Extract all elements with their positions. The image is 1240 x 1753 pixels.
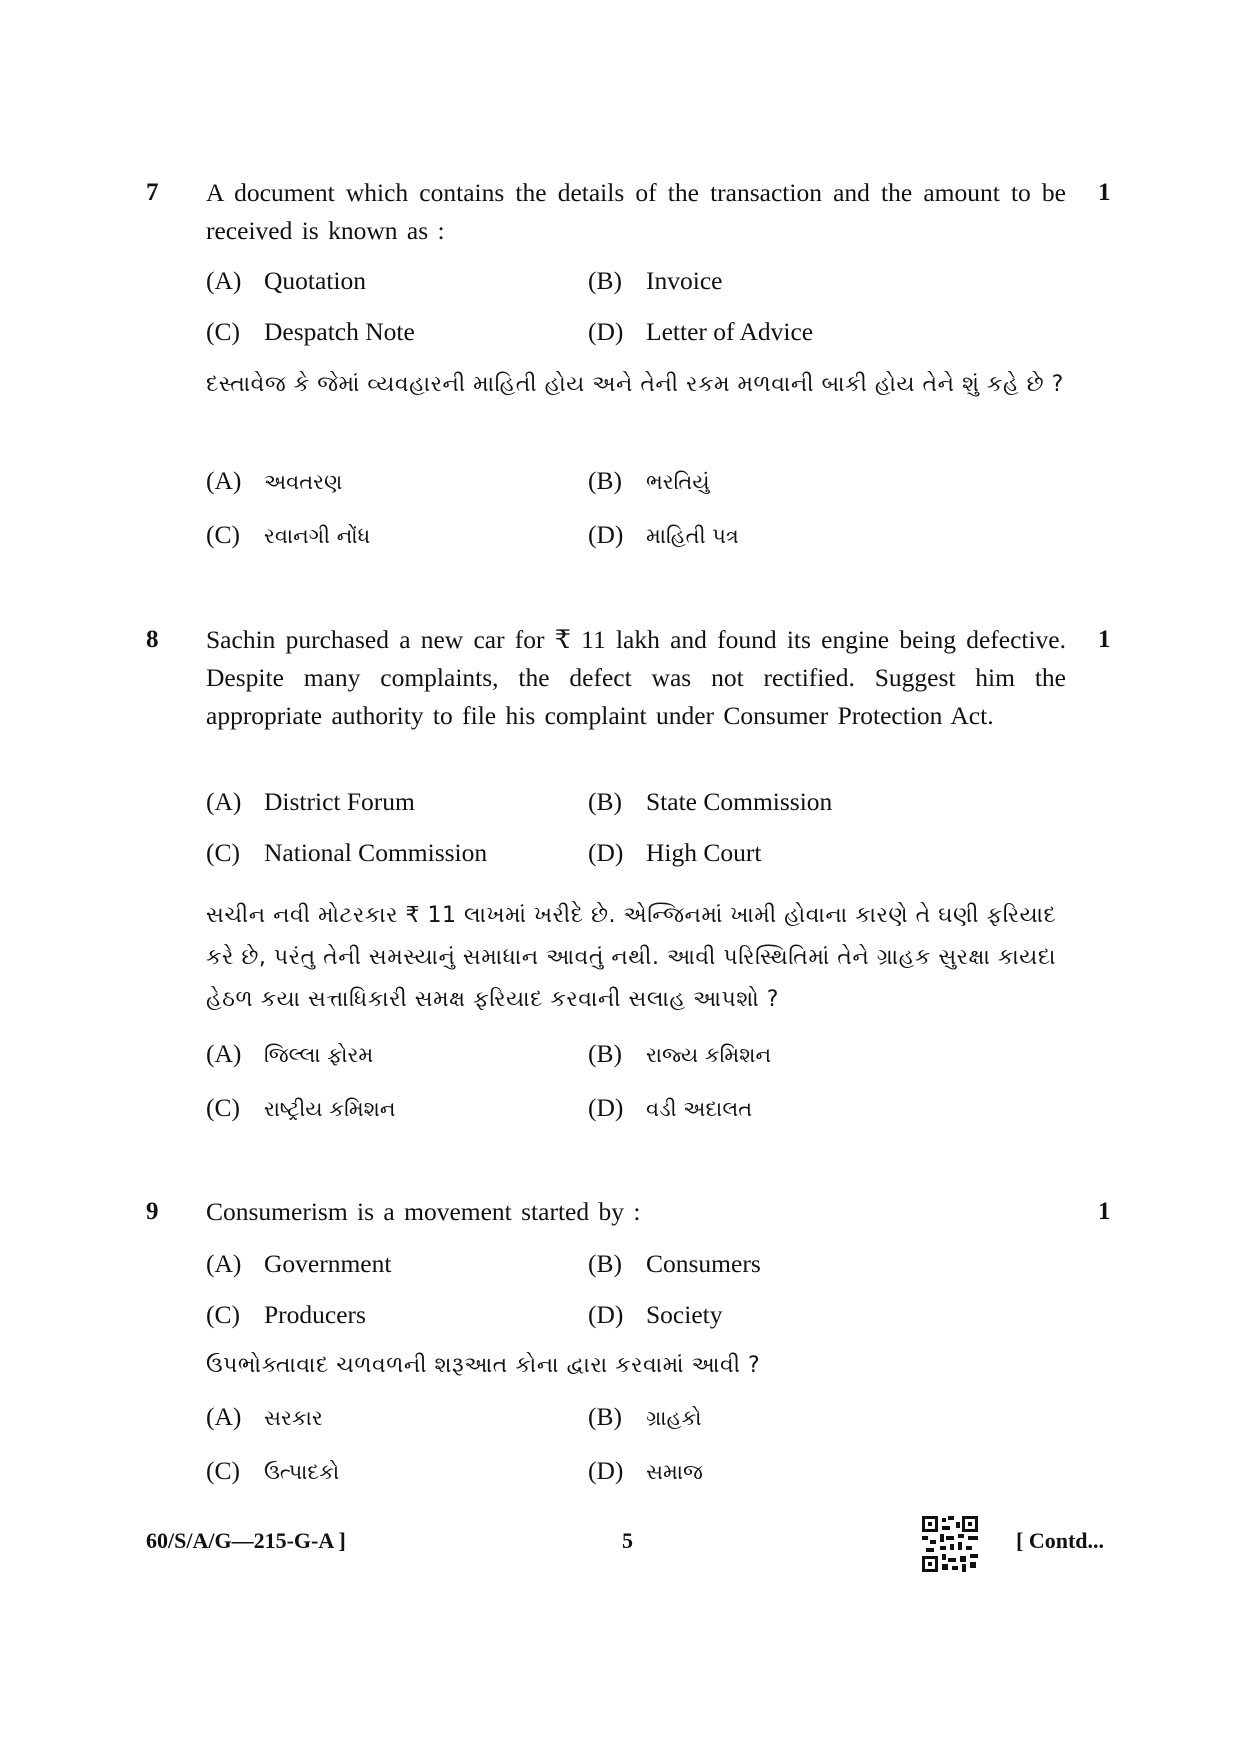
gujarati-option-d: (D) વડી અદાલત [588,1093,753,1122]
gujarati-option-a: (A) સરકાર [206,1402,323,1431]
gujarati-question-text: ઉપભોક્તાવાદ ચળવળની શરૂઆત કોના દ્વારા કરવામાં આવી ? [206,1353,761,1378]
gujarati-option-d: (D) સમાજ [588,1456,703,1485]
option-d: (D) Society [588,1300,723,1329]
gujarati-option-d: (D) માહિતી પત્ર [588,520,739,549]
qr-code-icon [922,1516,978,1572]
question-number: 9 [146,1198,159,1225]
option-c: (C) Despatch Note [206,317,415,346]
gujarati-question-text: દસ્તાવેજ કે જેમાં વ્યવહારની માહિતી હોય અને તેની રકમ મળવાની બાકી હોય તેને શું કહે છે ? [206,372,1064,397]
question-text: A document which contains the details of the transaction and the amount to be received is known as : [206,178,1066,245]
question-marks: 1 [1098,1198,1111,1225]
question-marks: 1 [1098,626,1111,653]
gujarati-option-b: (B) ભરતિયું [588,466,710,495]
continued-label: [ Contd... [1016,1528,1105,1553]
gujarati-option-c: (C) ઉત્પાદકો [206,1456,340,1485]
page-number: 5 [622,1528,633,1553]
gujarati-option-b: (B) ગ્રાહકો [588,1402,702,1431]
question-text: Consumerism is a movement started by : [206,1197,641,1226]
question-number: 7 [146,179,159,206]
gujarati-question-text: સચીન નવી મોટરકાર ₹ 11 લાખમાં ખરીદે છે. એન્જિનમાં ખામી હોવાના કારણે તે ઘણી ફરિયાદ કરે છે, પરંતુ તેની સમસ્યાનું સમાધાન આવતું નથી. આવી પરિસ્થિતિમાં તેને ગ્રાહક સુરક્ષા કાયદા હેઠળ કયા સત્તાધિકારી સમક્ષ ફરિયાદ કરવાની સલાહ આપશો ? [206,903,1057,1012]
gujarati-option-c: (C) રાષ્ટ્રીય કમિશન [206,1093,396,1122]
option-d: (D) High Court [588,838,762,867]
question-marks: 1 [1098,179,1111,206]
gujarati-option-a: (A) જિલ્લા ફોરમ [206,1039,374,1068]
option-a: (A) District Forum [206,787,415,816]
option-a: (A) Government [206,1249,392,1278]
question-number: 8 [146,626,159,653]
gujarati-option-b: (B) રાજ્ય કમિશન [588,1039,772,1068]
gujarati-option-a: (A) અવતરણ [206,466,343,495]
option-c: (C) National Commission [206,838,488,867]
gujarati-option-c: (C) રવાનગી નોંધ [206,520,371,549]
option-d: (D) Letter of Advice [588,317,814,346]
option-b: (B) Invoice [588,266,723,295]
option-b: (B) Consumers [588,1249,761,1278]
option-c: (C) Producers [206,1300,366,1329]
option-b: (B) State Commission [588,787,833,816]
option-a: (A) Quotation [206,266,366,295]
question-text: Sachin purchased a new car for ₹ 11 lakh and found its engine being defective. Despite many complaints, the defect was not rectified. Suggest him the appropriate authority to file his complaint under Consumer Protection Act. [206,625,1066,730]
paper-code: 60/S/A/G—215-G-A ] [146,1528,346,1553]
